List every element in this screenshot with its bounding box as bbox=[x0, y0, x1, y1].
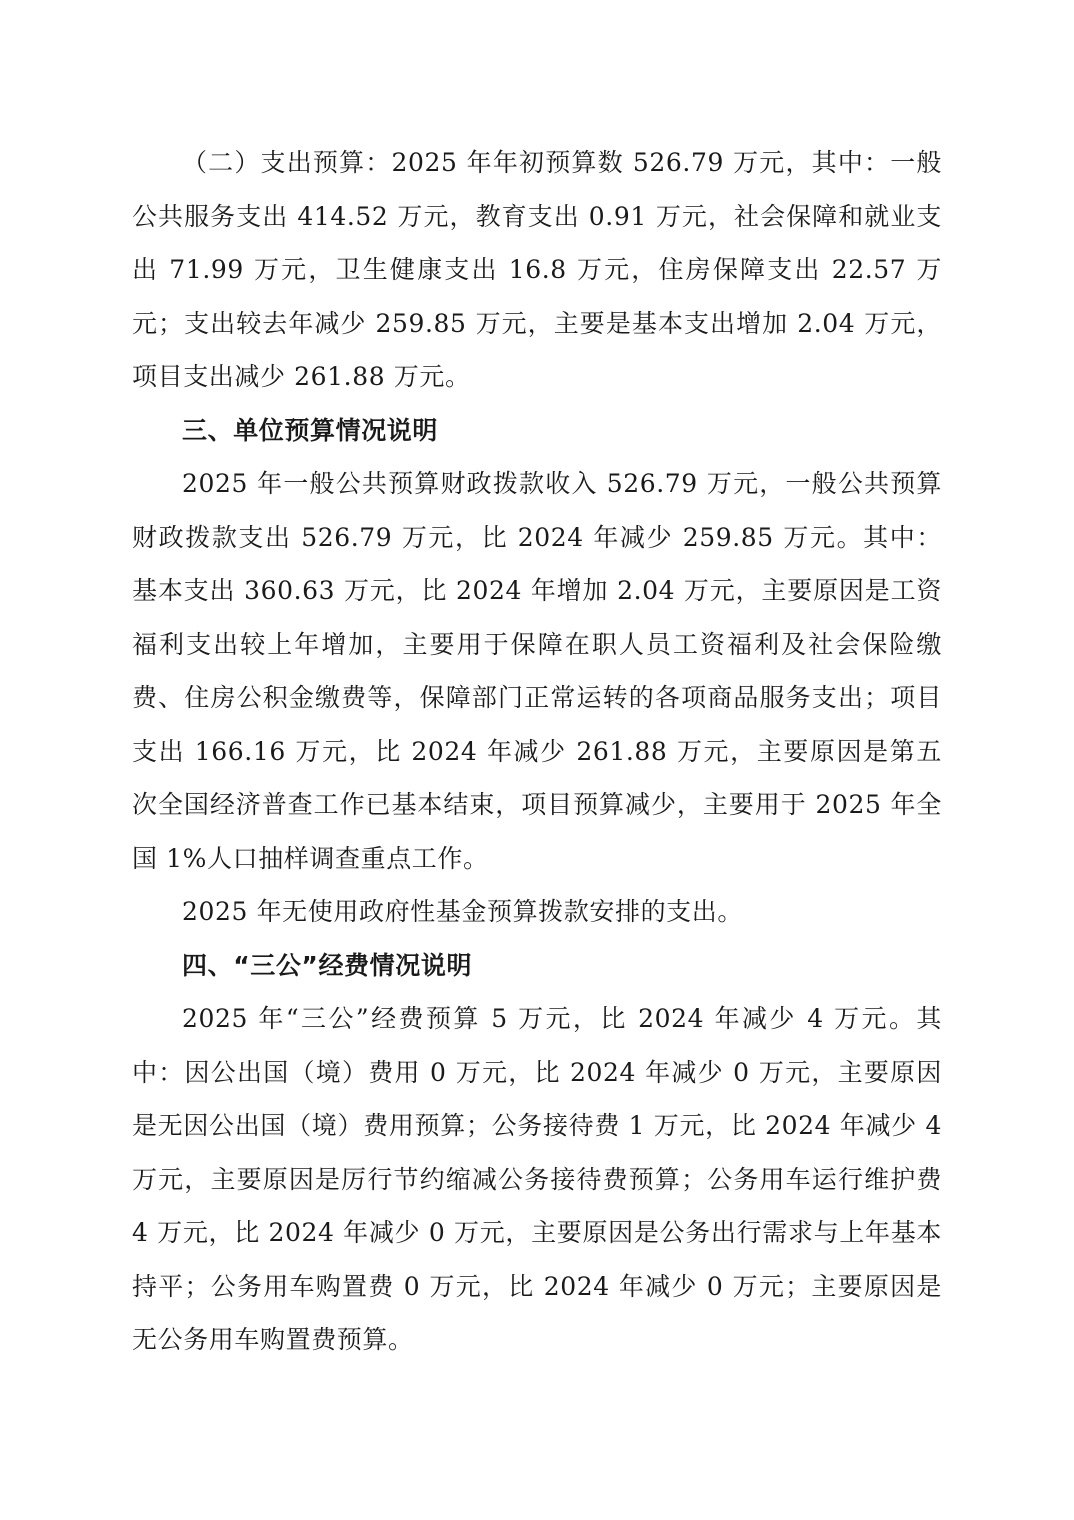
paragraph-general-public-budget: 2025 年一般公共预算财政拨款收入 526.79 万元，一般公共预算财政拨款支出 526.79 万元，比 2024 年减少 259.85 万元。其中：基本支出 360.63 万元，比 2024 年增加 2.04 万元，主要原因是工资福利支出较上年增加，主要用于保障在职人员工资福利及社会保险缴费、住房公积金缴费等，保障部门正常运转的各项商品服务支出；项目支出 166.16 万元，比 2024 年减少 261.88 万元，主要原因是第五次全国经济普查工作已基本结束，项目预算减少，主要用于 2025 年全国 1%人口抽样调查重点工作。 bbox=[132, 469, 942, 873]
section-heading-three-public-expenses: 四、“三公”经费情况说明 bbox=[182, 950, 473, 980]
paragraph-three-public-expenses: 2025 年“三公”经费预算 5 万元，比 2024 年减少 4 万元。其中：因公出国（境）费用 0 万元，比 2024 年减少 0 万元，主要原因是无因公出国（境）费用预算；公务接待费 1 万元，比 2024 年减少 4 万元，主要原因是厉行节约缩减公务接待费预算；公务用车运行维护费 4 万元，比 2024 年减少 0 万元，主要原因是公务出行需求与上年基本持平；公务用车购置费 0 万元，比 2024 年减少 0 万元；主要原因是无公务用车购置费预算。 bbox=[132, 1004, 942, 1354]
paragraph-expenditure-budget: （二）支出预算：2025 年年初预算数 526.79 万元，其中：一般公共服务支出 414.52 万元，教育支出 0.91 万元，社会保障和就业支出 71.99 万元，卫生健康支出 16.8 万元，住房保障支出 22.57 万元；支出较去年减少 259.85 万元，主要是基本支出增加 2.04 万元，项目支出减少 261.88 万元。 bbox=[132, 148, 942, 391]
paragraph-government-fund: 2025 年无使用政府性基金预算拨款安排的支出。 bbox=[182, 897, 743, 926]
section-heading-unit-budget: 三、单位预算情况说明 bbox=[182, 415, 439, 445]
